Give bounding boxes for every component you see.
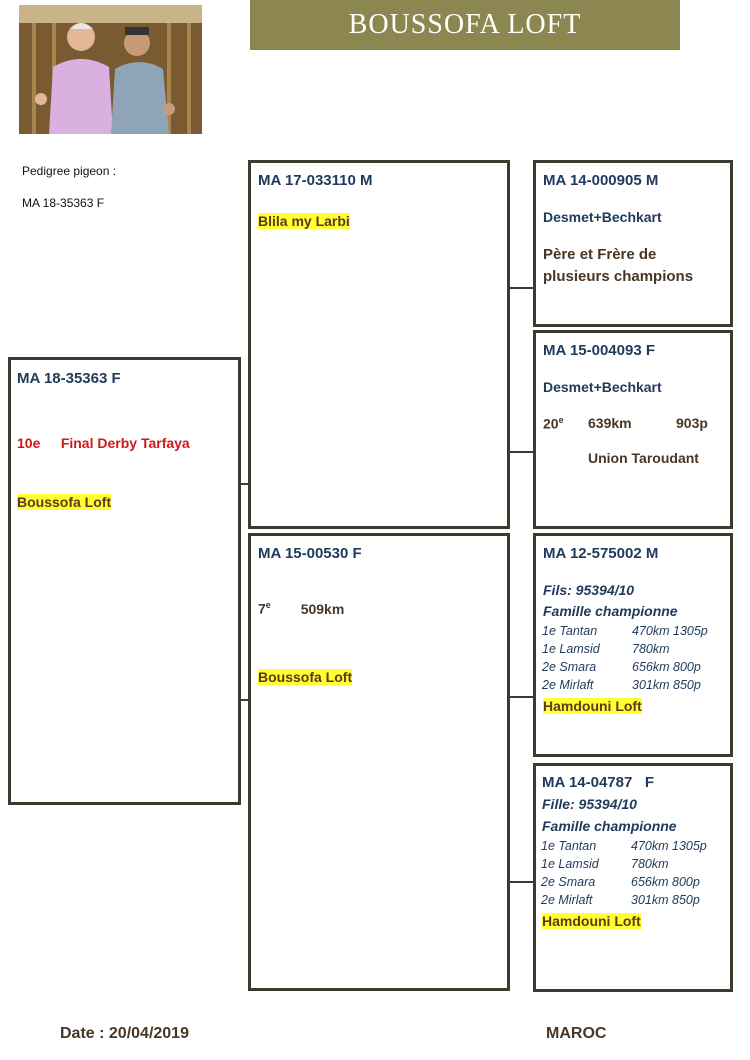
- dam-dam-loft: Hamdouni Loft: [542, 913, 641, 929]
- sire-sire-box: [533, 160, 733, 327]
- result-row: [541, 837, 707, 855]
- sire-dam-box: [533, 330, 733, 529]
- dam-sire-loft: Hamdouni Loft: [543, 698, 642, 714]
- result-detail: 656km 800p: [631, 875, 700, 889]
- footer-date: Date : 20/04/2019: [60, 1025, 189, 1042]
- dam-sire-ring: MA 12-575002 M: [543, 545, 659, 562]
- sire-dam-strain: Desmet+Bechkart: [543, 379, 662, 395]
- connector-line: [241, 699, 248, 701]
- sire-dam-ring: MA 15-004093 F: [543, 342, 656, 359]
- subject-place: 10e: [17, 435, 41, 451]
- result-row: [542, 622, 708, 640]
- sire-sire-note-1: Père et Frère de: [543, 246, 657, 263]
- dam-dam-family: Famille championne: [542, 818, 677, 834]
- subject-box: [8, 357, 241, 805]
- result-row: [542, 640, 708, 658]
- sire-dam-place: 20: [543, 415, 559, 432]
- dam-distance: 509km: [300, 600, 345, 617]
- dam-dam-results: [541, 837, 707, 909]
- connector-line: [510, 451, 533, 453]
- intro-label: Pedigree pigeon :: [22, 164, 117, 178]
- result-place: 2e Smara: [542, 660, 597, 674]
- sire-dam-place-sup: e: [558, 415, 564, 425]
- sire-dam-birds: 903p: [676, 415, 708, 431]
- footer-country: MAROC: [546, 1025, 607, 1042]
- subject-loft: Boussofa Loft: [17, 494, 112, 510]
- sire-sire-note-2: plusieurs champions: [543, 268, 694, 285]
- dam-dam-relation: Fille: 95394/10: [542, 796, 637, 812]
- dam-dam-ring: MA 14-04787 F: [542, 774, 654, 791]
- dam-sire-family: Famille championne: [543, 603, 678, 619]
- result-row: [542, 658, 708, 676]
- sire-name: Blila my Larbi: [258, 213, 350, 229]
- result-row: [541, 891, 707, 909]
- connector-line: [510, 287, 533, 289]
- sire-dam-result: [543, 415, 723, 432]
- result-place: 2e Mirlaft: [542, 678, 594, 692]
- result-row: [542, 676, 708, 694]
- result-place: 2e Mirlaft: [541, 893, 593, 907]
- result-detail: 780km: [631, 857, 669, 871]
- dam-dam-box: [533, 763, 733, 992]
- result-place: 2e Smara: [541, 875, 596, 889]
- result-detail: 301km 850p: [632, 678, 701, 692]
- header-banner: [250, 0, 680, 50]
- result-detail: 470km 1305p: [632, 624, 708, 638]
- dam-ring: MA 15-00530 F: [258, 545, 362, 562]
- result-row: [541, 873, 707, 891]
- result-detail: 780km: [632, 642, 670, 656]
- result-row: [541, 855, 707, 873]
- subject-ring: MA 18-35363 F: [17, 370, 121, 387]
- sire-dam-club: Union Taroudant: [588, 450, 699, 466]
- result-place: 1e Tantan: [542, 624, 598, 638]
- owner-photo: [19, 5, 202, 134]
- result-place: 1e Lamsid: [542, 642, 600, 656]
- result-place: 1e Tantan: [541, 839, 597, 853]
- dam-sire-results: [542, 622, 708, 694]
- subject-result: Final Derby Tarfaya: [60, 435, 190, 451]
- dam-sire-relation: Fils: 95394/10: [543, 582, 635, 598]
- connector-line: [241, 483, 248, 485]
- sire-sire-strain: Desmet+Bechkart: [543, 209, 662, 225]
- connector-line: [510, 881, 533, 883]
- connector-line: [510, 696, 533, 698]
- page-title: BOUSSOFA LOFT: [348, 9, 582, 40]
- result-detail: 470km 1305p: [631, 839, 707, 853]
- dam-place-sup: e: [265, 600, 271, 610]
- sire-ring: MA 17-033110 M: [258, 172, 373, 189]
- sire-sire-ring: MA 14-000905 M: [543, 172, 659, 189]
- dam-sire-box: [533, 533, 733, 757]
- dam-loft: Boussofa Loft: [258, 669, 353, 685]
- intro-ring: MA 18-35363 F: [22, 196, 105, 210]
- sire-dam-distance: 639km: [588, 415, 632, 431]
- dam-box: [248, 533, 510, 991]
- result-detail: 656km 800p: [632, 660, 701, 674]
- dam-result: [258, 600, 344, 617]
- sire-box: [248, 160, 510, 529]
- dam-place: 7: [258, 600, 266, 617]
- result-place: 1e Lamsid: [541, 857, 599, 871]
- result-detail: 301km 850p: [631, 893, 700, 907]
